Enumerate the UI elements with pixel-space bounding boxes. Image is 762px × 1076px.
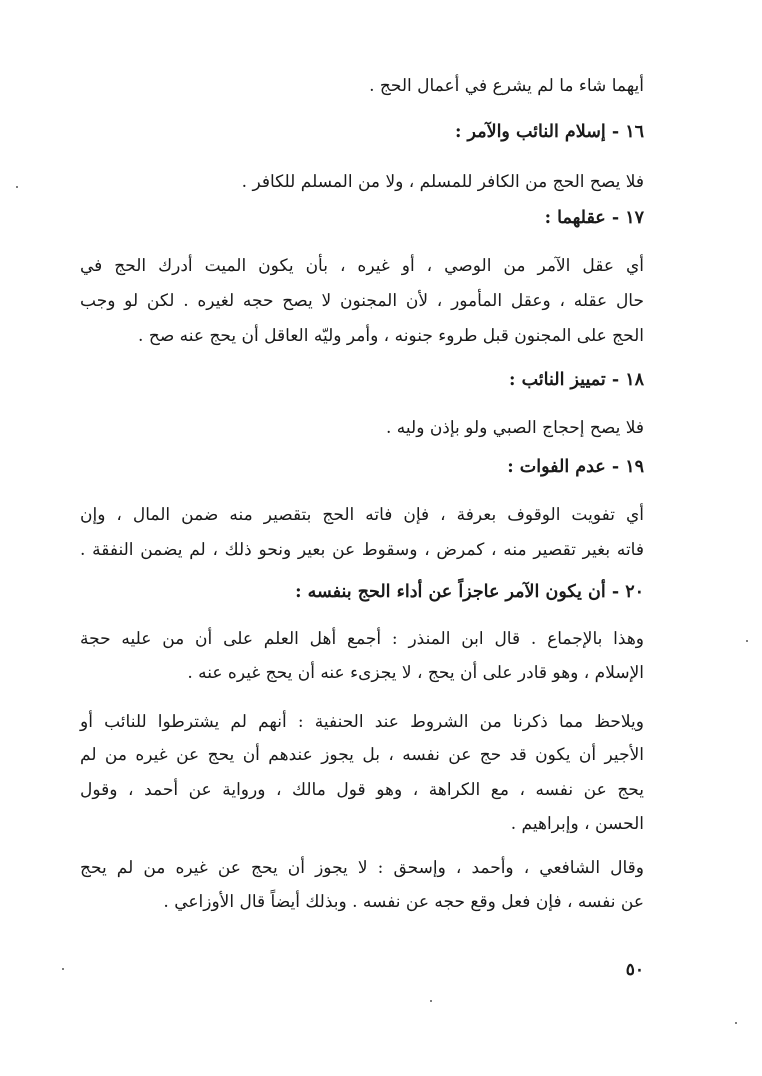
scan-speck bbox=[62, 968, 64, 970]
text-line-21: عن نفسه ، فإن فعل وقع حجه عن نفسه . وبذلك أيضاً قال الأوزاعي . bbox=[163, 892, 644, 912]
text-line-15: الإسلام ، وهو قادر على أن يحج ، لا يجزىء عنه أن يحج غيره عنه . bbox=[187, 663, 644, 683]
text-line-20: وقال الشافعي ، وأحمد ، وإسحق : لا يجوز أن يحج عن غيره من لم يحج bbox=[80, 858, 644, 878]
text-line-9: فلا يصح إحجاج الصبي ولو بإذن وليه . bbox=[385, 418, 644, 438]
section-heading-19: ١٩ - عدم الفوات : bbox=[507, 457, 644, 477]
scan-speck bbox=[16, 186, 18, 188]
text-line-11: أي تفويت الوقوف بعرفة ، فإن فاته الحج بتقصير منه ضمن المال ، وإن bbox=[80, 505, 644, 525]
text-line-16: ويلاحظ مما ذكرنا من الشروط عند الحنفية : أنهم لم يشترطوا للنائب أو bbox=[80, 712, 644, 732]
text-line-5: أي عقل الآمر من الوصي ، أو غيره ، بأن يكون الميت أدرك الحج في bbox=[80, 256, 645, 276]
text-line-12: فاته بغير تقصير منه ، كمرض ، وسقوط عن بعير ونحو ذلك ، لم يضمن النفقة . bbox=[80, 540, 644, 560]
text-line-7: الحج على المجنون قبل طروء جنونه ، وأمر وليّه العاقل أن يحج عنه صح . bbox=[138, 326, 644, 346]
section-heading-18: ١٨ - تمييز النائب : bbox=[509, 370, 644, 390]
text-line-3: فلا يصح الحج من الكافر للمسلم ، ولا من المسلم للكافر . bbox=[241, 172, 644, 192]
scan-speck bbox=[746, 640, 748, 642]
text-line-1: أيهما شاء ما لم يشرع في أعمال الحج . bbox=[369, 76, 644, 96]
text-line-6: حال عقله ، وعقل المأمور ، لأن المجنون لا يصح حجه لغيره . لكن لو وجب bbox=[80, 291, 644, 311]
section-heading-17: ١٧ - عقلهما : bbox=[544, 208, 644, 228]
section-heading-16: ١٦ - إسلام النائب والآمر : bbox=[455, 122, 644, 142]
text-line-14: وهذا بالإجماع . قال ابن المنذر : أجمع أهل العلم على أن من عليه حجة bbox=[80, 629, 644, 649]
text-line-17: الأجير أن يكون قد حج عن نفسه ، بل يجوز عندهم أن يحج عن غيره من لم bbox=[80, 745, 644, 765]
page-number: ٥٠ bbox=[625, 960, 644, 980]
section-heading-20: ٢٠ - أن يكون الآمر عاجزاً عن أداء الحج بنفسه : bbox=[295, 582, 644, 602]
text-line-19: الحسن ، وإبراهيم . bbox=[510, 814, 644, 834]
scan-speck bbox=[735, 1022, 737, 1024]
scan-speck bbox=[430, 1000, 432, 1002]
text-line-18: يحج عن نفسه ، مع الكراهة ، وهو قول مالك ، ورواية عن أحمد ، وقول bbox=[80, 780, 644, 800]
